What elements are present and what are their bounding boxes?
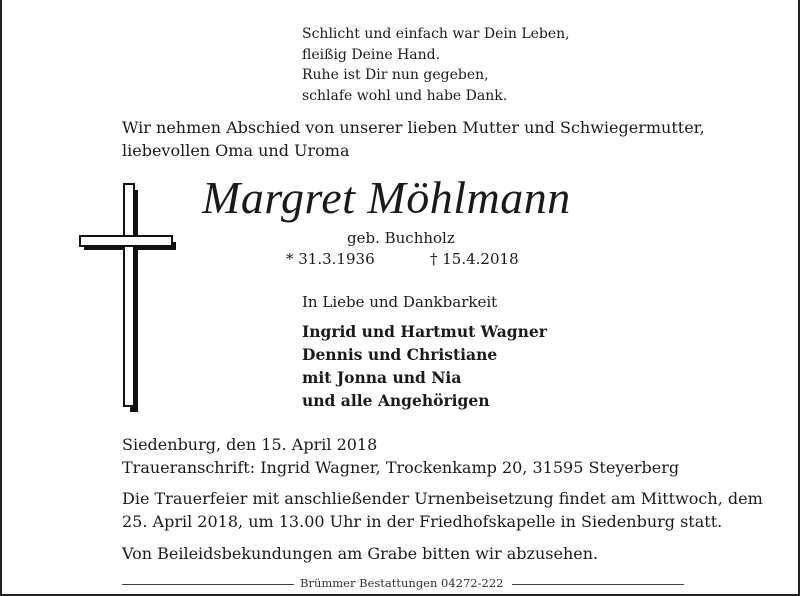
- footer-divider-right: [512, 584, 684, 585]
- intro-line-1: Wir nehmen Abschied von unserer lieben Mutter und Schwiegermutter,: [122, 118, 705, 137]
- intro-text: [122, 116, 705, 162]
- mourners-list: [302, 320, 547, 412]
- death-date: † 15.4.2018: [430, 250, 519, 268]
- poem: [302, 24, 570, 106]
- poem-line: fleißig Deine Hand.: [302, 46, 441, 63]
- mourner-name: Ingrid und Hartmut Wagner: [302, 322, 547, 341]
- mourner-name: mit Jonna und Nia: [302, 368, 462, 387]
- deceased-name: Margret Möhlmann: [202, 172, 571, 223]
- mourners-heading: In Liebe und Dankbarkeit: [302, 293, 498, 311]
- condolences-note: Von Beileidsbekundungen am Grabe bitten wir abzusehen.: [122, 544, 599, 563]
- maiden-name: geb. Buchholz: [347, 229, 455, 247]
- mourner-name: und alle Angehörigen: [302, 391, 490, 410]
- mourner-name: Dennis und Christiane: [302, 345, 498, 364]
- cross-icon: [76, 182, 176, 412]
- intro-line-2: liebevollen Oma und Uroma: [122, 141, 350, 160]
- place-date: Siedenburg, den 15. April 2018: [122, 435, 378, 454]
- service-line-1: Die Trauerfeier mit anschließender Urnenbeisetzung findet am Mittwoch, dem: [122, 489, 763, 508]
- footer-divider-left: [122, 584, 294, 585]
- mourning-address: Traueranschrift: Ingrid Wagner, Trockenkamp 20, 31595 Steyerberg: [122, 458, 680, 477]
- service-line-2: 25. April 2018, um 13.00 Uhr in der Friedhofskapelle in Siedenburg statt.: [122, 512, 723, 531]
- poem-line: Schlicht und einfach war Dein Leben,: [302, 26, 570, 42]
- service-info: [122, 487, 763, 533]
- birth-date: * 31.3.1936: [286, 250, 375, 268]
- poem-line: Ruhe ist Dir nun gegeben,: [302, 67, 489, 83]
- poem-line: schlafe wohl und habe Dank.: [302, 87, 508, 104]
- undertaker-credit: Brümmer Bestattungen 04272-222: [300, 576, 504, 590]
